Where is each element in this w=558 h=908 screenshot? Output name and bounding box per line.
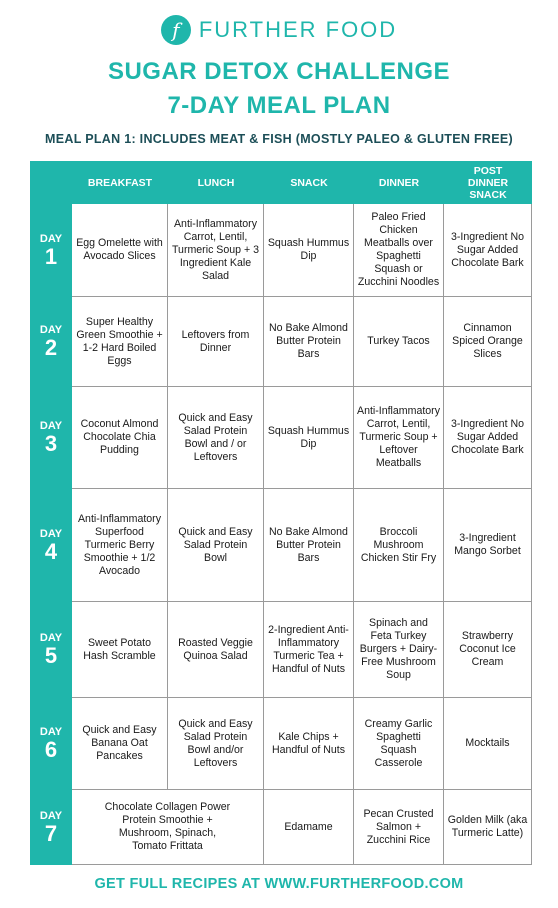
day-label: DAY 4 (39, 527, 63, 564)
table-header-row (30, 161, 532, 204)
meal-cell-snack: Squash Hummus Dip (264, 204, 354, 297)
meal-cell-lunch: Quick and Easy Salad Protein Bowl (168, 489, 264, 602)
day-label: DAY 5 (39, 632, 63, 668)
brand-name: FURTHER FOOD (198, 17, 398, 42)
column-header-post-dinner-snack: POST DINNER SNACK (467, 164, 509, 201)
meal-cell-post-dinner-snack: Strawberry Coconut Ice Cream (444, 602, 532, 698)
meal-cell-snack: Kale Chips + Handful of Nuts (264, 698, 354, 790)
day-label: DAY 3 (39, 420, 63, 456)
meal-cell-post-dinner-snack: 3-Ingredient Mango Sorbet (444, 489, 532, 602)
day-label: DAY 7 (39, 809, 63, 846)
meal-cell-lunch: Leftovers from Dinner (168, 297, 264, 387)
meal-cell-dinner: Broccoli Mushroom Chicken Stir Fry (354, 489, 444, 602)
footer-recipes-link[interactable]: GET FULL RECIPES AT WWW.FURTHERFOOD.COM (94, 876, 464, 892)
column-header-snack: SNACK (290, 176, 328, 189)
meal-plan-subtitle: MEAL PLAN 1: INCLUDES MEAT & FISH (MOSTLY PALEO & GLUTEN FREE) (45, 132, 513, 146)
meal-cell-lunch: Quick and Easy Salad Protein Bowl and / or Leftovers (168, 387, 264, 489)
further-food-logo-icon: f (161, 15, 191, 45)
day-label: DAY 1 (39, 232, 63, 269)
meal-cell-snack: No Bake Almond Butter Protein Bars (264, 297, 354, 387)
meal-cell-breakfast: Egg Omelette with Avocado Slices (72, 204, 168, 297)
meal-cell-snack: 2-Ingredient Anti-Inflammatory Turmeric Tea + Handful of Nuts (264, 602, 354, 698)
meal-cell-dinner: Paleo Fried Chicken Meatballs over Spaghetti Squash or Zucchini Noodles (354, 204, 444, 297)
brand-header (0, 14, 558, 46)
meal-cell-breakfast: Sweet Potato Hash Scramble (72, 602, 168, 698)
meal-cell-post-dinner-snack: 3-Ingredient No Sugar Added Chocolate Bark (444, 387, 532, 489)
column-header-lunch: LUNCH (197, 176, 235, 189)
meal-cell-snack: Edamame (264, 790, 354, 865)
day-label: DAY 2 (39, 324, 63, 360)
meal-cell-dinner: Anti-Inflammatory Carrot, Lentil, Turmeric Soup + Leftover Meatballs (354, 387, 444, 489)
meal-cell-post-dinner-snack: Cinnamon Spiced Orange Slices (444, 297, 532, 387)
meal-cell-post-dinner-snack: 3-Ingredient No Sugar Added Chocolate Bark (444, 204, 532, 297)
meal-cell-dinner: Spinach and Feta Turkey Burgers + Dairy-Free Mushroom Soup (354, 602, 444, 698)
meal-cell-breakfast: Coconut Almond Chocolate Chia Pudding (72, 387, 168, 489)
meal-cell-breakfast: Anti-Inflammatory Superfood Turmeric Berry Smoothie + 1/2 Avocado (72, 489, 168, 602)
meal-cell-post-dinner-snack: Mocktails (444, 698, 532, 790)
column-header-breakfast: BREAKFAST (87, 176, 153, 189)
page-title-line2: 7-DAY MEAL PLAN (167, 92, 391, 119)
meal-cell-lunch: Quick and Easy Salad Protein Bowl and/or Leftovers (168, 698, 264, 790)
meal-cell-snack: No Bake Almond Butter Protein Bars (264, 489, 354, 602)
meal-cell-breakfast-lunch-merged: Chocolate Collagen Power Protein Smoothie + Mushroom, Spinach, Tomato Frittata (72, 790, 264, 865)
meal-cell-dinner: Turkey Tacos (354, 297, 444, 387)
meal-cell-breakfast: Quick and Easy Banana Oat Pancakes (72, 698, 168, 790)
meal-cell-lunch: Anti-Inflammatory Carrot, Lentil, Turmeric Soup + 3 Ingredient Kale Salad (168, 204, 264, 297)
page-title-line1: SUGAR DETOX CHALLENGE (107, 58, 451, 85)
day-label: DAY 6 (39, 726, 63, 762)
column-header-dinner: DINNER (378, 176, 420, 189)
meal-cell-breakfast: Super Healthy Green Smoothie + 1-2 Hard Boiled Eggs (72, 297, 168, 387)
meal-cell-snack: Squash Hummus Dip (264, 387, 354, 489)
meal-cell-dinner: Pecan Crusted Salmon + Zucchini Rice (354, 790, 444, 865)
meal-cell-post-dinner-snack: Golden Milk (aka Turmeric Latte) (444, 790, 532, 865)
meal-plan-table (30, 161, 532, 865)
meal-cell-lunch: Roasted Veggie Quinoa Salad (168, 602, 264, 698)
meal-cell-dinner: Creamy Garlic Spaghetti Squash Casserole (354, 698, 444, 790)
